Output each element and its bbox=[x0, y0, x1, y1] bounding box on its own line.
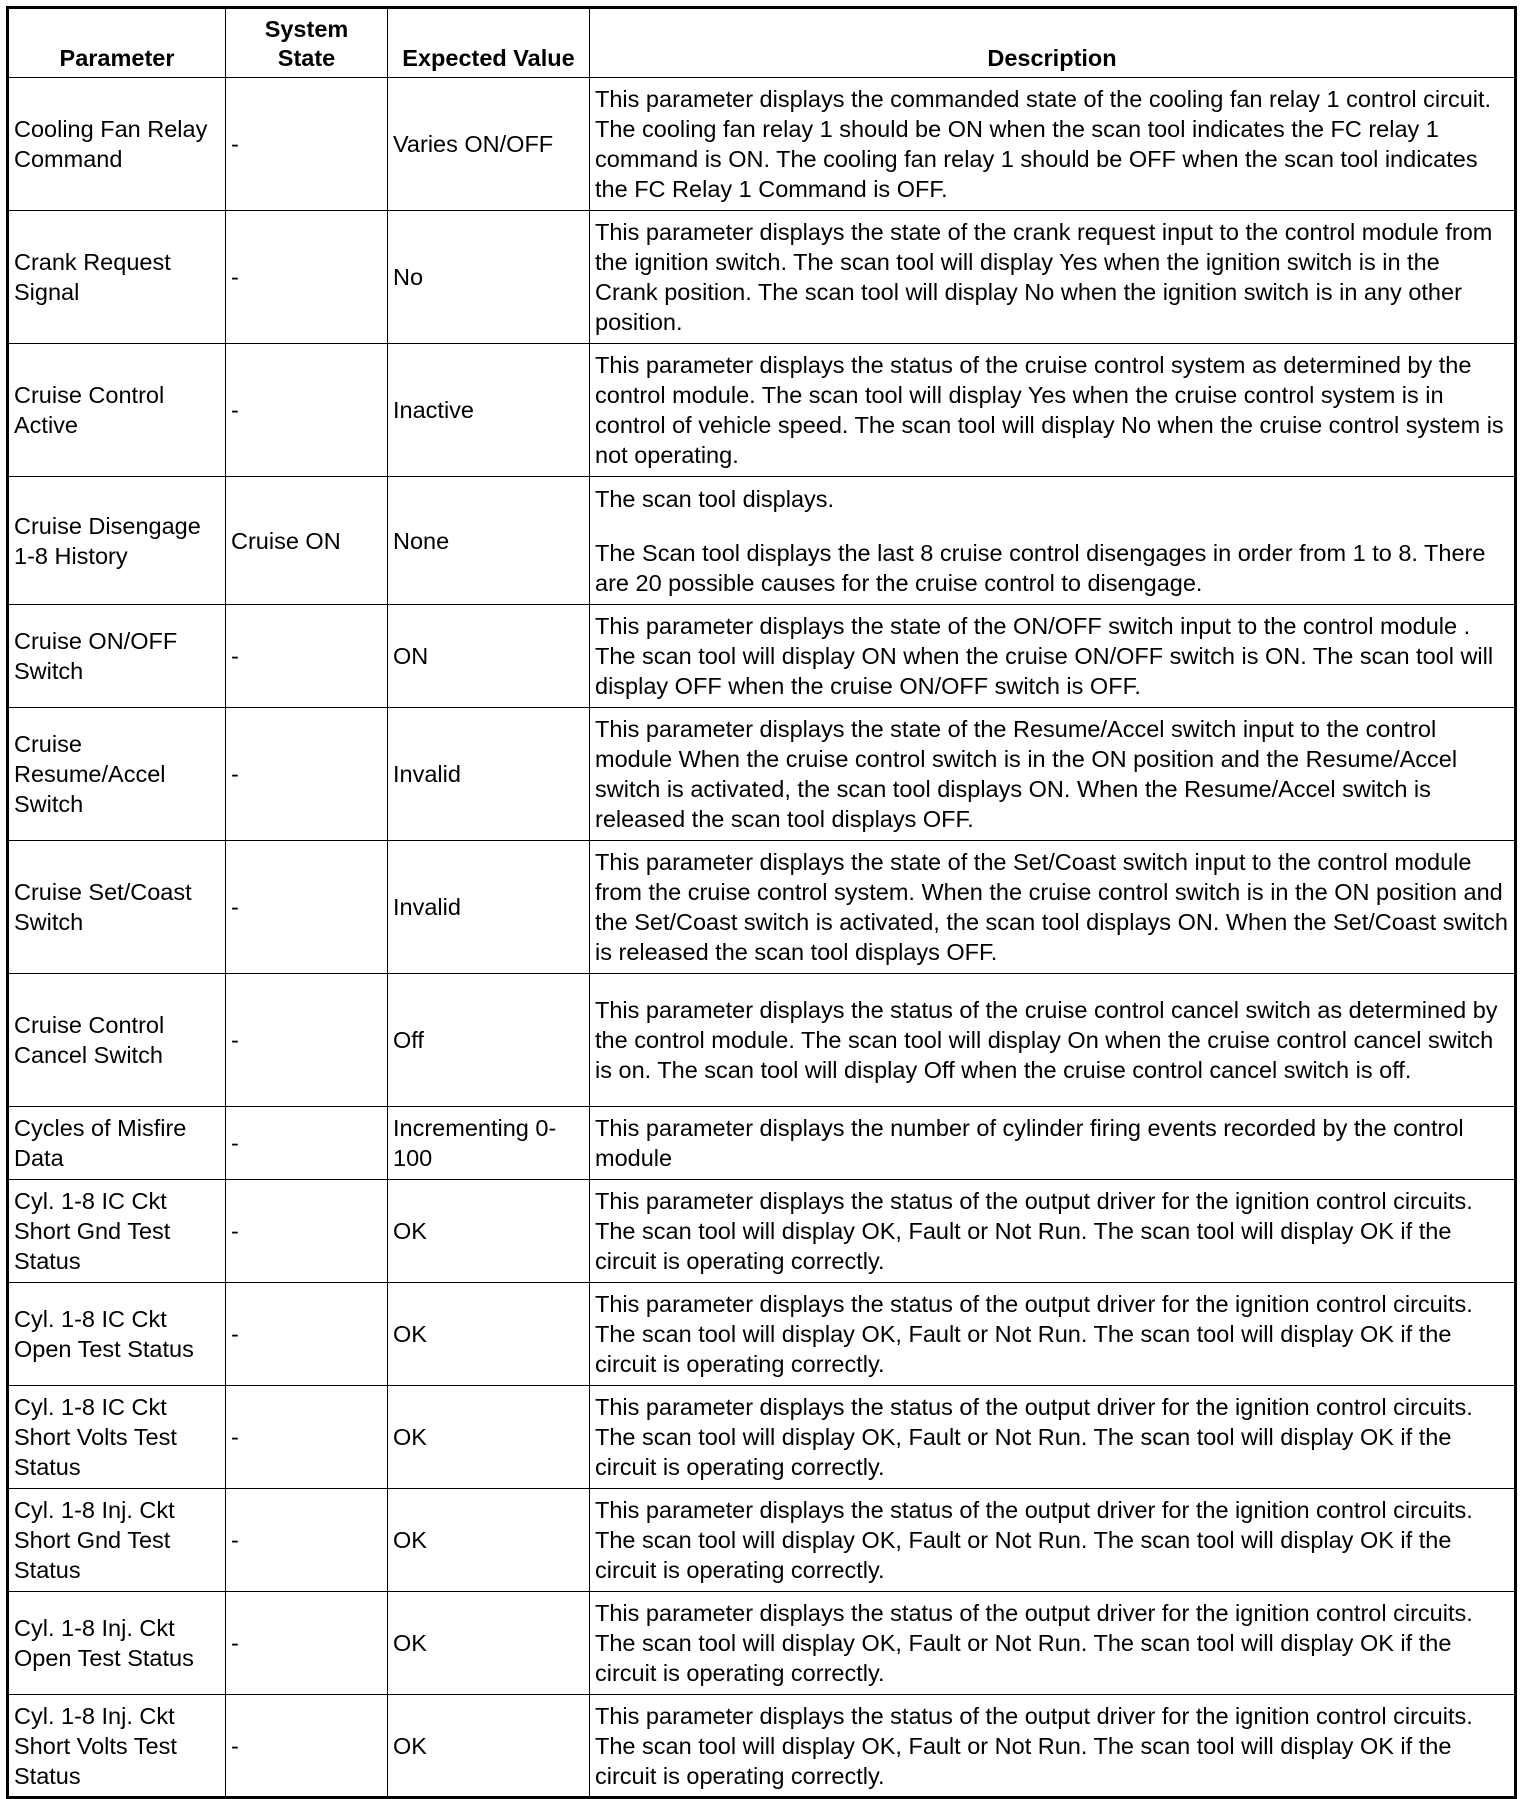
cell-description: This parameter displays the state of the Resume/Accel switch input to the control module When the cruise control switch is in the ON position and the Resume/Accel switch is activated, the scan tool displays ON. When the Resume/Accel switch is released the scan tool displays OFF. bbox=[590, 708, 1516, 841]
cell-expected-value: Off bbox=[388, 974, 590, 1107]
table-row bbox=[8, 1592, 1516, 1695]
table-row bbox=[8, 1180, 1516, 1283]
cell-system-state: - bbox=[226, 1695, 388, 1798]
cell-system-state: - bbox=[226, 1489, 388, 1592]
table-row bbox=[8, 1489, 1516, 1592]
cell-expected-value: OK bbox=[388, 1489, 590, 1592]
cell-description: This parameter displays the status of the output driver for the ignition control circuits. The scan tool will display OK, Fault or Not Run. The scan tool will display OK if the circuit is operating correctly. bbox=[590, 1592, 1516, 1695]
cell-parameter: Cruise Disengage 1-8 History bbox=[8, 477, 226, 605]
cell-system-state: - bbox=[226, 974, 388, 1107]
cell-parameter: Cruise Control Cancel Switch bbox=[8, 974, 226, 1107]
header-system-state: System State bbox=[226, 8, 388, 78]
cell-expected-value: None bbox=[388, 477, 590, 605]
description-paragraph: The Scan tool displays the last 8 cruise control disengages in order from 1 to 8. There are 20 possible causes for the cruise control to disengage. bbox=[595, 539, 1486, 596]
cell-description bbox=[590, 477, 1516, 605]
cell-parameter: Cruise Control Active bbox=[8, 344, 226, 477]
cell-system-state: - bbox=[226, 605, 388, 708]
cell-expected-value: Invalid bbox=[388, 841, 590, 974]
cell-description: This parameter displays the status of the output driver for the ignition control circuits. The scan tool will display OK, Fault or Not Run. The scan tool will display OK if the circuit is operating correctly. bbox=[590, 1180, 1516, 1283]
table-row bbox=[8, 1695, 1516, 1798]
description-paragraph: The scan tool displays. bbox=[595, 485, 835, 512]
table-row bbox=[8, 1107, 1516, 1180]
cell-system-state: - bbox=[226, 1386, 388, 1489]
cell-description: This parameter displays the status of the output driver for the ignition control circuits. The scan tool will display OK, Fault or Not Run. The scan tool will display OK if the circuit is operating correctly. bbox=[590, 1283, 1516, 1386]
table-row bbox=[8, 974, 1516, 1107]
cell-parameter: Cooling Fan Relay Command bbox=[8, 78, 226, 211]
header-expected-value: Expected Value bbox=[388, 8, 590, 78]
table-row bbox=[8, 477, 1516, 605]
table-row bbox=[8, 1386, 1516, 1489]
cell-parameter: Cyl. 1-8 Inj. Ckt Open Test Status bbox=[8, 1592, 226, 1695]
table-row bbox=[8, 605, 1516, 708]
cell-expected-value: OK bbox=[388, 1180, 590, 1283]
cell-description: This parameter displays the status of the output driver for the ignition control circuits. The scan tool will display OK, Fault or Not Run. The scan tool will display OK if the circuit is operating correctly. bbox=[590, 1386, 1516, 1489]
cell-description: This parameter displays the status of the cruise control cancel switch as determined by the control module. The scan tool will display On when the cruise control cancel switch is on. The scan tool will display Off when the cruise control cancel switch is off. bbox=[590, 974, 1516, 1107]
table-row bbox=[8, 708, 1516, 841]
cell-parameter: Crank Request Signal bbox=[8, 211, 226, 344]
cell-description: This parameter displays the number of cylinder firing events recorded by the control module bbox=[590, 1107, 1516, 1180]
cell-description: This parameter displays the commanded state of the cooling fan relay 1 control circuit. The cooling fan relay 1 should be ON when the scan tool indicates the FC relay 1 command is ON. The cooling fan relay 1 should be OFF when the scan tool indicates the FC Relay 1 Command is OFF. bbox=[590, 78, 1516, 211]
cell-expected-value: No bbox=[388, 211, 590, 344]
cell-parameter: Cyl. 1-8 Inj. Ckt Short Gnd Test Status bbox=[8, 1489, 226, 1592]
cell-expected-value: ON bbox=[388, 605, 590, 708]
cell-description: This parameter displays the status of the output driver for the ignition control circuits. The scan tool will display OK, Fault or Not Run. The scan tool will display OK if the circuit is operating correctly. bbox=[590, 1489, 1516, 1592]
cell-expected-value: Incrementing 0-100 bbox=[388, 1107, 590, 1180]
cell-system-state: - bbox=[226, 1107, 388, 1180]
table-row bbox=[8, 211, 1516, 344]
cell-system-state: - bbox=[226, 344, 388, 477]
cell-parameter: Cyl. 1-8 IC Ckt Short Volts Test Status bbox=[8, 1386, 226, 1489]
cell-expected-value: Varies ON/OFF bbox=[388, 78, 590, 211]
cell-expected-value: OK bbox=[388, 1592, 590, 1695]
table-row bbox=[8, 78, 1516, 211]
cell-system-state: Cruise ON bbox=[226, 477, 388, 605]
table-header bbox=[8, 8, 1516, 78]
cell-parameter: Cyl. 1-8 IC Ckt Short Gnd Test Status bbox=[8, 1180, 226, 1283]
cell-expected-value: Inactive bbox=[388, 344, 590, 477]
cell-parameter: Cruise Set/Coast Switch bbox=[8, 841, 226, 974]
cell-description: This parameter displays the state of the Set/Coast switch input to the control module from the cruise control system. When the cruise control switch is in the ON position and the Set/Coast switch is activated, the scan tool displays ON. When the Set/Coast switch is released the scan tool displays OFF. bbox=[590, 841, 1516, 974]
cell-parameter: Cycles of Misfire Data bbox=[8, 1107, 226, 1180]
cell-description: This parameter displays the state of the ON/OFF switch input to the control module . The scan tool will display ON when the cruise ON/OFF switch is ON. The scan tool will display OFF when the cruise ON/OFF switch is OFF. bbox=[590, 605, 1516, 708]
cell-system-state: - bbox=[226, 1592, 388, 1695]
parameter-table bbox=[6, 6, 1517, 1799]
cell-system-state: - bbox=[226, 78, 388, 211]
table-row bbox=[8, 1283, 1516, 1386]
cell-parameter: Cruise ON/OFF Switch bbox=[8, 605, 226, 708]
cell-system-state: - bbox=[226, 708, 388, 841]
cell-parameter: Cyl. 1-8 IC Ckt Open Test Status bbox=[8, 1283, 226, 1386]
header-row bbox=[8, 8, 1516, 78]
cell-parameter: Cruise Resume/Accel Switch bbox=[8, 708, 226, 841]
cell-system-state: - bbox=[226, 1180, 388, 1283]
cell-expected-value: OK bbox=[388, 1283, 590, 1386]
cell-expected-value: OK bbox=[388, 1695, 590, 1798]
cell-system-state: - bbox=[226, 211, 388, 344]
cell-system-state: - bbox=[226, 1283, 388, 1386]
cell-parameter: Cyl. 1-8 Inj. Ckt Short Volts Test Status bbox=[8, 1695, 226, 1798]
cell-description: This parameter displays the status of the output driver for the ignition control circuits. The scan tool will display OK, Fault or Not Run. The scan tool will display OK if the circuit is operating correctly. bbox=[590, 1695, 1516, 1798]
header-parameter: Parameter bbox=[8, 8, 226, 78]
cell-expected-value: OK bbox=[388, 1386, 590, 1489]
table-body bbox=[8, 78, 1516, 1798]
header-description: Description bbox=[590, 8, 1516, 78]
cell-system-state: - bbox=[226, 841, 388, 974]
table-row bbox=[8, 344, 1516, 477]
table-row bbox=[8, 841, 1516, 974]
cell-expected-value: Invalid bbox=[388, 708, 590, 841]
cell-description: This parameter displays the state of the crank request input to the control module from the ignition switch. The scan tool will display Yes when the ignition switch is in the Crank position. The scan tool will display No when the ignition switch is in any other position. bbox=[590, 211, 1516, 344]
cell-description: This parameter displays the status of the cruise control system as determined by the control module. The scan tool will display Yes when the cruise control system is in control of vehicle speed. The scan tool will display No when the cruise control system is not operating. bbox=[590, 344, 1516, 477]
